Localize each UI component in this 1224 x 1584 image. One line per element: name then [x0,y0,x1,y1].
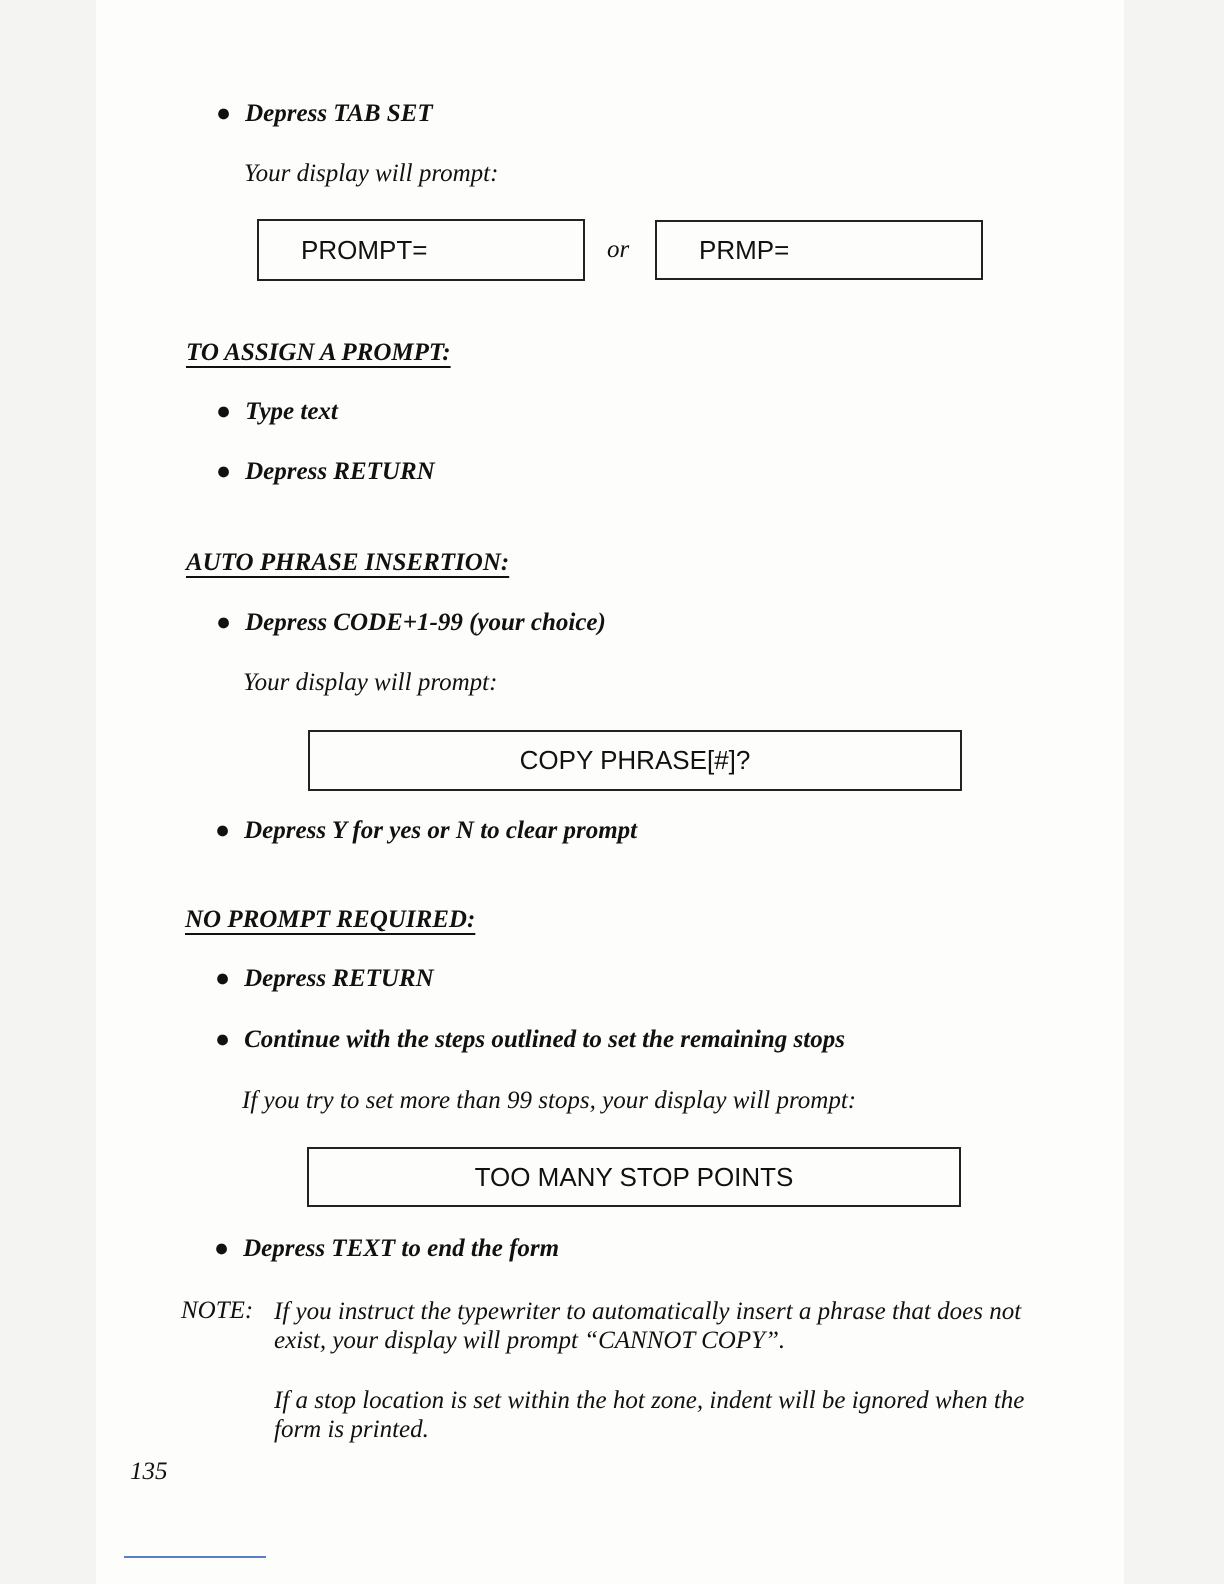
lcd-too-many-box [307,1147,961,1207]
lcd-copy-phrase-box [308,730,962,791]
lcd-copy-phrase-text: COPY PHRASE[#]? [519,745,751,775]
step-depress-return-1 [216,458,435,486]
bullet-icon: ● [215,965,231,992]
bullet-icon: ● [215,1026,231,1053]
step-depress-code [216,609,606,637]
lcd-prmp-text: PRMP= [699,234,790,265]
heading-no-prompt: NO PROMPT REQUIRED: [185,906,476,933]
bottom-rule [124,1556,266,1558]
display-prompt-text-2: Your display will prompt: [243,669,498,696]
heading-auto-phrase: AUTO PHRASE INSERTION: [186,549,510,576]
page-number: 135 [130,1458,168,1485]
bullet-icon: ● [215,817,231,844]
note-paragraph-2: If a stop location is set within the hot zone, indent will be ignored when the form is printed. [274,1387,1025,1443]
too-many-intro-text: If you try to set more than 99 stops, your display will prompt: [242,1087,857,1114]
step-depress-y-n [215,817,637,845]
note-label: NOTE: [181,1297,254,1324]
step-depress-text [214,1235,559,1263]
or-connector: or [607,236,630,263]
step-text: Continue with the steps outlined to set the remaining stops [244,1026,845,1053]
step-text: Depress TEXT to end the form [243,1235,560,1262]
lcd-prmp-box [655,220,983,280]
bullet-icon: ● [216,458,232,485]
step-depress-tab-set [216,100,433,128]
step-text: Depress RETURN [245,458,435,485]
step-type-text [216,398,338,426]
step-continue [215,1026,845,1054]
bullet-icon: ● [216,398,232,425]
display-prompt-text: Your display will prompt: [244,160,499,187]
step-text: Depress CODE+1-99 (your choice) [245,609,606,636]
note-paragraph-1: If you instruct the typewriter to automatically insert a phrase that does not exist, your display will prompt “CANNOT COPY”. [274,1298,1022,1354]
step-depress-return-2 [215,965,434,993]
heading-assign-prompt: TO ASSIGN A PROMPT: [186,339,451,366]
lcd-too-many-text: TOO MANY STOP POINTS [474,1161,794,1192]
step-text: Depress TAB SET [245,100,433,127]
bullet-icon: ● [216,609,232,636]
lcd-prompt-box [257,219,585,281]
lcd-prompt-text: PROMPT= [301,234,428,265]
step-text: Depress RETURN [244,965,434,992]
step-text: Type text [245,398,338,425]
bullet-icon: ● [216,100,232,127]
bullet-icon: ● [214,1235,230,1262]
step-text: Depress Y for yes or N to clear prompt [244,817,638,844]
